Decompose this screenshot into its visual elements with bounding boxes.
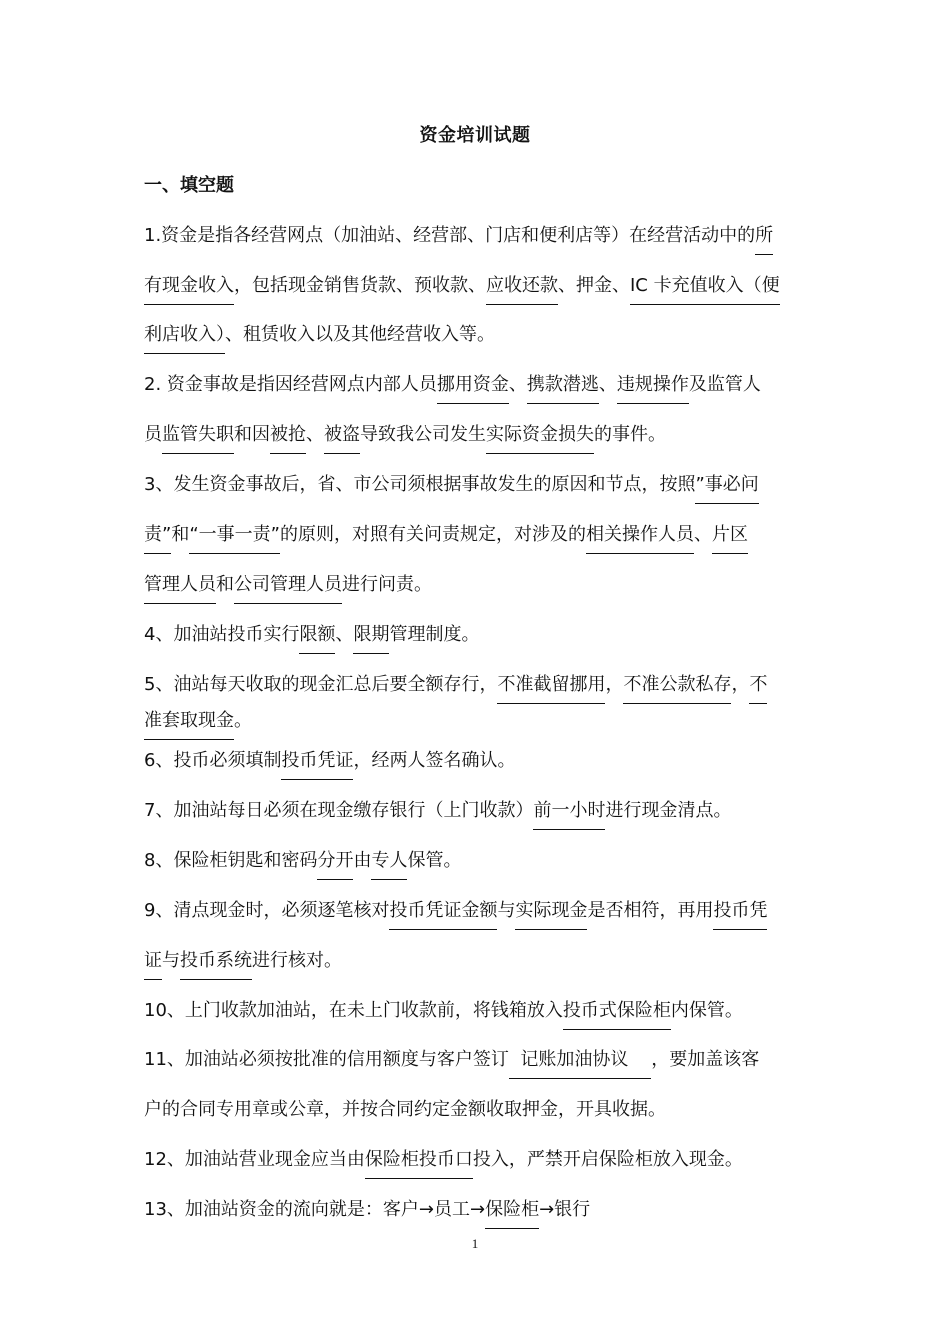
text-segment: 、 (335, 624, 354, 645)
text-segment: 户的合同专用章或公章，并按合同约定金额收取押金，开具收据。 (144, 1099, 666, 1120)
text-segment: ， (731, 674, 750, 695)
answer-blank: 投币系统 (180, 950, 252, 980)
answer-blank: 有现金收入 (144, 275, 234, 305)
text-line (144, 848, 814, 874)
text-segment: 保管。 (407, 850, 462, 871)
text-line (144, 522, 814, 548)
text-segment: ，经两人签名确认。 (353, 750, 516, 771)
text-line (144, 948, 814, 974)
text-segment: 的事件。 (594, 424, 666, 445)
text-segment: 和因 (234, 424, 270, 445)
text-segment: 、租赁收入以及其他经营收入等。 (225, 324, 495, 345)
text-segment: 7、加油站每日必须在现金缴存银行（上门收款） (144, 800, 534, 821)
text-line (144, 748, 814, 774)
text-segment: 6、投币必须填制 (144, 750, 282, 771)
text-line (144, 1197, 814, 1223)
text-segment: 13、加油站资金的流向就是：客户→员工→ (144, 1199, 486, 1220)
text-segment: 2. 资金事故是指因经营网点内部人员 (144, 374, 437, 395)
answer-blank: 不准截留挪用 (497, 674, 605, 704)
text-segment: 11、加油站必须按批准的信用额度与客户签订 (144, 1049, 509, 1070)
answer-blank: 所 (755, 225, 773, 255)
page-number: 1 (471, 1236, 479, 1251)
answer-blank: 投币凭 (713, 900, 767, 930)
text-segment: 与 (497, 900, 516, 921)
text-segment: 导致我公司发生 (360, 424, 486, 445)
answer-blank: 投币式保险柜 (563, 1000, 671, 1030)
text-segment: 、 (598, 374, 617, 395)
text-segment: 9、清点现金时，必须逐笔核对 (144, 900, 390, 921)
answer-blank: 保险柜投币口 (365, 1149, 473, 1179)
text-segment: 和 (216, 574, 234, 595)
answer-blank: 准套取现金 (144, 710, 234, 740)
answer-blank: 不准公款私存 (623, 674, 731, 704)
answer-blank: 记账加油协议 (509, 1049, 651, 1079)
text-segment: 及监管人 (688, 374, 761, 395)
answer-blank: 相关操作人员 (586, 524, 694, 554)
text-line (144, 1097, 814, 1123)
text-segment: 、 (693, 524, 712, 545)
answer-blank: 公司管理人员 (234, 574, 342, 604)
answer-blank: 保险柜 (485, 1199, 539, 1229)
text-segment: 的原则，对照有关问责规定，对涉及的 (279, 524, 586, 545)
text-segment: 5、油站每天收取的现金汇总后要全额存行， (144, 674, 498, 695)
text-segment: 10、上门收款加油站，在未上门收款前，将钱箱放入 (144, 1000, 563, 1021)
answer-blank: IC 卡充值收入（便 (630, 275, 780, 305)
text-line (144, 798, 814, 824)
text-line (144, 622, 814, 648)
text-line (144, 372, 814, 398)
answer-blank: 监管失职 (162, 424, 234, 454)
answer-blank: 前一小时 (533, 800, 605, 830)
text-line (144, 273, 814, 299)
answer-blank: 携款潜逃 (527, 374, 599, 404)
answer-blank: ”事必问 (695, 474, 758, 504)
text-segment: 3、发生资金事故后，省、市公司须根据事故发生的原因和节点，按照 (144, 474, 696, 495)
text-line (144, 572, 814, 598)
section-heading: 一、填空题 (144, 175, 234, 196)
answer-blank: 实际现金 (515, 900, 587, 930)
answer-blank: 实际资金损失 (486, 424, 594, 454)
text-line (144, 1047, 814, 1073)
text-segment: 投入，严禁开启保险柜放入现金。 (472, 1149, 743, 1170)
answer-blank: 分开 (317, 850, 353, 880)
text-segment: 4、加油站投币实行 (144, 624, 300, 645)
text-segment: 1.资金是指各经营网点（加油站、经营部、门店和便利店等）在经营活动中的 (144, 225, 756, 246)
text-segment: ，要加盖该客 (651, 1049, 760, 1070)
answer-blank: 投币凭证 (281, 750, 353, 780)
text-segment: 和 (171, 524, 190, 545)
text-segment: 、押金、 (558, 275, 630, 296)
text-segment: 、 (306, 424, 324, 445)
text-segment: 进行现金清点。 (605, 800, 732, 821)
answer-blank: 限额 (299, 624, 335, 654)
answer-blank: 被抢 (270, 424, 306, 454)
answer-blank: 利店收入） (144, 324, 225, 354)
answer-blank: 应收还款 (486, 275, 558, 305)
text-segment: 。 (234, 710, 252, 731)
text-line (144, 472, 814, 498)
text-segment: ，包括现金销售货款、预收款、 (234, 275, 486, 296)
text-segment: 12、加油站营业现金应当由 (144, 1149, 365, 1170)
text-line (144, 898, 814, 924)
text-segment: 进行问责。 (342, 574, 432, 595)
answer-blank: 证 (144, 950, 162, 980)
text-segment: ， (605, 674, 624, 695)
text-segment: 、 (508, 374, 527, 395)
text-line (144, 422, 814, 448)
text-segment: 内保管。 (670, 1000, 743, 1021)
answer-blank: 挪用资金 (437, 374, 509, 404)
text-segment: →银行 (539, 1199, 591, 1220)
answer-blank: 被盗 (324, 424, 360, 454)
text-line (144, 223, 814, 249)
text-line (144, 998, 814, 1024)
text-segment: 由 (353, 850, 372, 871)
text-segment: 管理制度。 (389, 624, 480, 645)
answer-blank: 限期 (353, 624, 389, 654)
text-line (144, 322, 814, 348)
text-segment: 进行核对。 (252, 950, 342, 971)
text-segment: 员 (144, 424, 162, 445)
text-line (144, 708, 814, 734)
document-title: 资金培训试题 (419, 125, 531, 146)
answer-blank: 不 (749, 674, 767, 704)
answer-blank: 管理人员 (144, 574, 216, 604)
text-segment: 与 (162, 950, 180, 971)
text-line (144, 1147, 814, 1173)
text-segment: 是否相符，再用 (587, 900, 714, 921)
answer-blank: 专人 (371, 850, 407, 880)
answer-blank: 违规操作 (617, 374, 689, 404)
answer-blank: 片区 (712, 524, 748, 554)
answer-blank: 责” (144, 524, 171, 554)
answer-blank: 投币凭证金额 (389, 900, 497, 930)
text-segment: 8、保险柜钥匙和密码 (144, 850, 318, 871)
text-line (144, 672, 814, 698)
answer-blank: “一事一责” (189, 524, 280, 554)
